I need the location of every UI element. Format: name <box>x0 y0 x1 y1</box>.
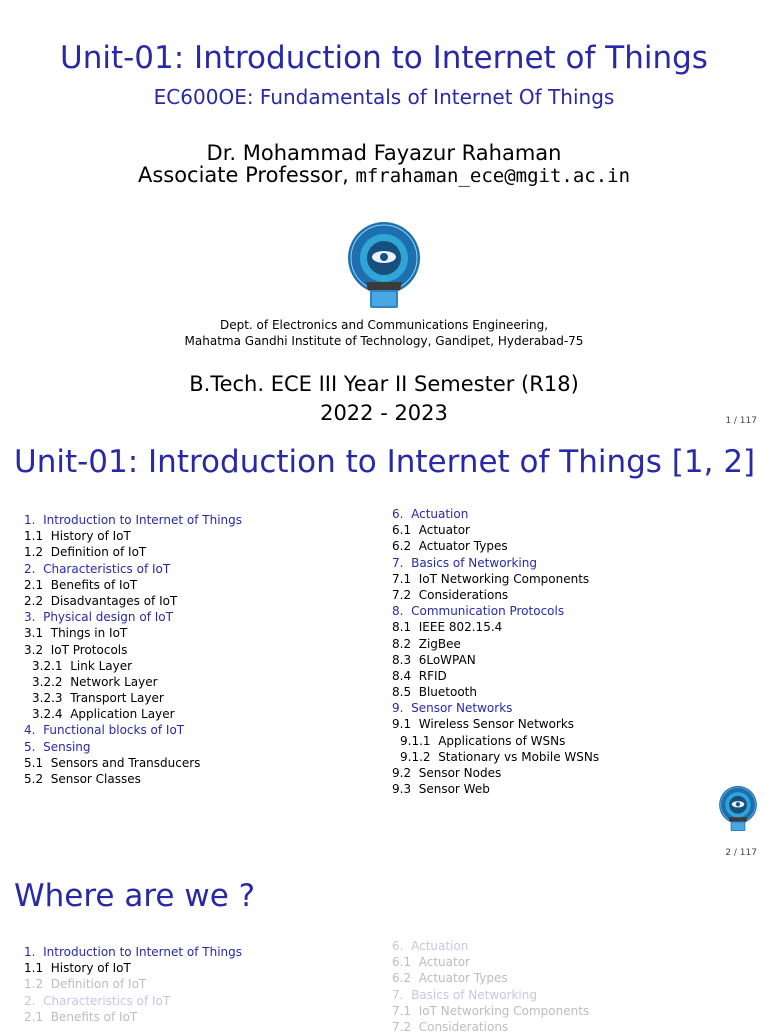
toc-item-3-2-2[interactable] <box>24 674 242 690</box>
toc-number: 4. <box>24 723 36 738</box>
toc-number: 3.2.1 <box>32 658 63 673</box>
academic-year: 2022 - 2023 <box>320 401 448 425</box>
toc-number: 3.1 <box>24 626 44 641</box>
toc-number: 8.5 <box>392 685 412 700</box>
author-email: mfrahaman_ece@mgit.ac.in <box>355 165 631 187</box>
toc-label: Actuation <box>411 939 469 953</box>
toc-number: 1. <box>24 513 36 527</box>
toc-number: 9.1.1 <box>400 733 431 748</box>
toc-item-5[interactable] <box>24 739 242 755</box>
toc-left-column <box>24 512 242 787</box>
toc-item-9-1[interactable] <box>392 716 599 732</box>
toc-number: 9.2 <box>392 766 412 780</box>
toc-label: Functional blocks of IoT <box>43 723 185 738</box>
mgit-logo-icon <box>344 220 424 312</box>
toc-label: Physical design of IoT <box>43 610 173 625</box>
toc-item-3-2-3[interactable] <box>24 690 242 706</box>
toc-item-2[interactable] <box>24 993 242 1009</box>
toc-label: IEEE 802.15.4 <box>418 620 503 635</box>
toc-item-1-1[interactable] <box>24 960 242 976</box>
author-name: Dr. Mohammad Fayazur Rahaman <box>206 141 562 165</box>
toc-label: Applications of WSNs <box>438 733 566 748</box>
toc-label: Sensor Networks <box>411 701 513 716</box>
toc-number: 3.2.3 <box>32 691 63 706</box>
toc-number: 8.2 <box>392 636 412 651</box>
toc-item-8[interactable] <box>392 603 599 619</box>
toc-number: 6.1 <box>392 523 412 538</box>
toc-number: 1.2 <box>24 977 44 992</box>
toc-number: 6. <box>392 939 404 953</box>
author-position <box>0 163 768 187</box>
toc-left-column <box>24 944 242 1025</box>
toc-item-2-1[interactable] <box>24 577 242 593</box>
toc-number: 9.1.2 <box>400 749 431 764</box>
toc-label: Considerations <box>418 1019 509 1034</box>
toc-number: 1.2 <box>24 545 44 560</box>
toc-label: History of IoT <box>50 529 131 544</box>
toc-label: ZigBee <box>418 636 461 651</box>
toc-label: IoT Protocols <box>50 642 128 657</box>
toc-number: 2. <box>24 561 36 576</box>
toc-label: Wireless Sensor Networks <box>418 717 575 732</box>
toc-item-9-1-2[interactable] <box>392 749 599 765</box>
toc-item-8-2[interactable] <box>392 636 599 652</box>
toc-number: 9.1 <box>392 717 412 732</box>
toc-label: Benefits of IoT <box>50 1009 138 1024</box>
toc-number: 3. <box>24 610 36 625</box>
toc-label: Characteristics of IoT <box>43 561 171 576</box>
toc-number: 8.1 <box>392 620 412 635</box>
page-number: 1 / 117 <box>725 416 757 426</box>
toc-number: 1. <box>24 945 36 959</box>
toc-number: 3.2.4 <box>32 707 63 722</box>
toc-number: 9. <box>392 701 404 716</box>
toc-item-7-2[interactable] <box>392 1019 589 1035</box>
toc-item-8-5[interactable] <box>392 684 599 700</box>
toc-item-3[interactable] <box>24 609 242 625</box>
mgit-logo-small-icon <box>717 784 759 834</box>
toc-label: Actuator Types <box>418 539 508 554</box>
course-info: B.Tech. ECE III Year II Semester (R18) <box>189 372 579 396</box>
toc-item-6-2[interactable] <box>392 970 589 986</box>
toc-number: 6.2 <box>392 539 412 554</box>
toc-right-column <box>392 938 589 1035</box>
page-number: 2 / 117 <box>725 848 757 858</box>
toc-item-6[interactable] <box>392 938 589 954</box>
toc-item-6-1[interactable] <box>392 954 589 970</box>
toc-number: 6. <box>392 507 404 521</box>
toc-label: History of IoT <box>50 961 131 976</box>
toc-number: 7. <box>392 555 404 570</box>
position-label: Associate Professor, <box>137 163 349 187</box>
toc-label: Sensor Nodes <box>418 766 502 780</box>
toc-item-1[interactable] <box>24 512 242 528</box>
toc-label: Definition of IoT <box>50 977 147 992</box>
toc-number: 6.1 <box>392 955 412 970</box>
toc-label: Things in IoT <box>50 626 128 641</box>
toc-number: 5. <box>24 739 36 754</box>
toc-item-6-1[interactable] <box>392 522 599 538</box>
toc-item-9-2[interactable] <box>392 765 599 781</box>
toc-slide <box>0 432 768 864</box>
toc-item-3-2-4[interactable] <box>24 706 242 722</box>
toc-label: Basics of Networking <box>411 555 537 570</box>
toc-item-8-1[interactable] <box>392 619 599 635</box>
toc-item-3-2[interactable] <box>24 642 242 658</box>
toc-item-7-1[interactable] <box>392 571 599 587</box>
toc-number: 7.2 <box>392 1019 412 1034</box>
toc-label: Disadvantages of IoT <box>50 593 178 608</box>
toc-number: 6.2 <box>392 971 412 986</box>
toc-number: 3.2 <box>24 642 44 657</box>
toc-item-2-1[interactable] <box>24 1009 242 1025</box>
toc-label: Introduction to Internet of Things <box>43 513 243 527</box>
toc-number: 5.1 <box>24 755 44 770</box>
toc-item-9-1-1[interactable] <box>392 733 599 749</box>
slide-title: Unit-01: Introduction to Internet of Things <box>60 40 708 76</box>
toc-label: RFID <box>418 668 447 683</box>
frame-title: Unit-01: Introduction to Internet of Things [1, 2] <box>14 444 756 480</box>
toc-label: Communication Protocols <box>411 604 565 619</box>
department-info <box>0 317 768 349</box>
toc-item-3-1[interactable] <box>24 625 242 641</box>
toc-number: 2. <box>24 993 36 1008</box>
toc-label: Sensor Classes <box>50 772 141 786</box>
toc-label: 6LoWPAN <box>418 652 476 667</box>
toc-number: 5.2 <box>24 772 44 786</box>
toc-item-8-4[interactable] <box>392 668 599 684</box>
toc-label: Sensing <box>43 739 91 754</box>
dept-line-2: Mahatma Gandhi Institute of Technology, Gandipet, Hyderabad-75 <box>184 334 584 348</box>
title-slide <box>0 0 768 432</box>
toc-label: Benefits of IoT <box>50 577 138 592</box>
toc-label: Definition of IoT <box>50 545 147 560</box>
toc-item-6[interactable] <box>392 506 599 522</box>
toc-item-7[interactable] <box>392 987 589 1003</box>
toc-number: 8.3 <box>392 652 412 667</box>
toc-label: Link Layer <box>70 658 133 673</box>
toc-item-1-2[interactable] <box>24 544 242 560</box>
toc-item-8-3[interactable] <box>392 652 599 668</box>
toc-label: IoT Networking Components <box>418 571 590 586</box>
toc-item-3-2-1[interactable] <box>24 658 242 674</box>
toc-label: Basics of Networking <box>411 987 537 1002</box>
toc-item-6-2[interactable] <box>392 538 599 554</box>
toc-number: 2.1 <box>24 1009 44 1024</box>
toc-label: Stationary vs Mobile WSNs <box>438 749 600 764</box>
toc-item-7-1[interactable] <box>392 1003 589 1019</box>
toc-item-2-2[interactable] <box>24 593 242 609</box>
toc-label: Introduction to Internet of Things <box>43 945 243 959</box>
toc-label: IoT Networking Components <box>418 1003 590 1018</box>
toc-number: 2.1 <box>24 577 44 592</box>
toc-label: Transport Layer <box>70 691 164 706</box>
toc-label: Actuator <box>418 955 470 970</box>
toc-number: 2.2 <box>24 593 44 608</box>
toc-label: Network Layer <box>70 674 158 689</box>
toc-number: 1.1 <box>24 961 44 976</box>
toc-label: Sensor Web <box>418 782 490 797</box>
toc-item-2[interactable] <box>24 561 242 577</box>
toc-number: 9.3 <box>392 782 412 797</box>
toc-item-5-2[interactable] <box>24 771 242 787</box>
toc-item-1-2[interactable] <box>24 976 242 992</box>
where-are-we-slide <box>0 864 768 1034</box>
toc-item-9[interactable] <box>392 700 599 716</box>
toc-item-7-2[interactable] <box>392 587 599 603</box>
toc-right-column <box>392 506 599 797</box>
toc-label: Considerations <box>418 587 509 602</box>
dept-line-1: Dept. of Electronics and Communications Engineering, <box>219 318 549 332</box>
toc-label: Sensors and Transducers <box>50 755 201 770</box>
toc-label: Actuator Types <box>418 971 508 986</box>
toc-label: Actuator <box>418 523 470 538</box>
toc-number: 3.2.2 <box>32 674 63 689</box>
toc-number: 8. <box>392 604 404 619</box>
toc-item-1[interactable] <box>24 944 242 960</box>
toc-item-5-1[interactable] <box>24 755 242 771</box>
frame-title: Where are we ? <box>14 878 256 914</box>
toc-label: Actuation <box>411 507 469 521</box>
toc-item-7[interactable] <box>392 555 599 571</box>
toc-item-9-3[interactable] <box>392 781 599 797</box>
toc-label: Application Layer <box>70 707 175 722</box>
toc-number: 7.1 <box>392 571 412 586</box>
toc-label: Characteristics of IoT <box>43 993 171 1008</box>
toc-number: 8.4 <box>392 668 412 683</box>
toc-item-4[interactable] <box>24 722 242 738</box>
toc-number: 7.1 <box>392 1003 412 1018</box>
toc-number: 1.1 <box>24 529 44 544</box>
toc-label: Bluetooth <box>418 685 477 700</box>
toc-item-1-1[interactable] <box>24 528 242 544</box>
toc-number: 7.2 <box>392 587 412 602</box>
slide-subtitle: EC600OE: Fundamentals of Internet Of Things <box>153 85 615 109</box>
toc-number: 7. <box>392 987 404 1002</box>
